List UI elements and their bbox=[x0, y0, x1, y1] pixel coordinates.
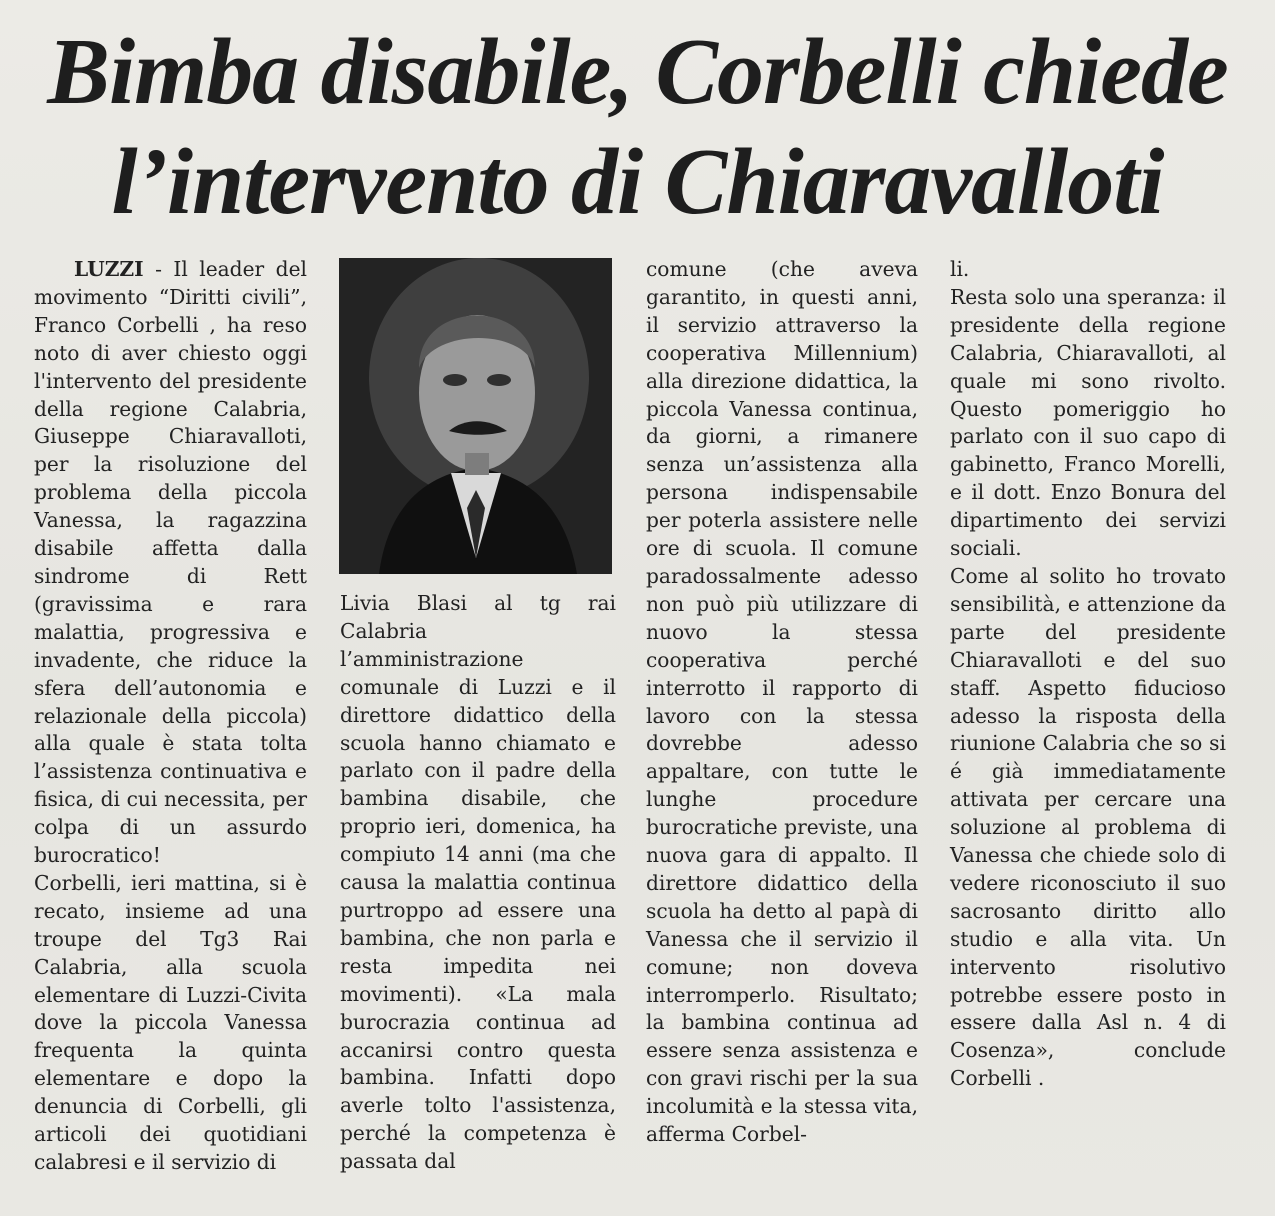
article-paragraph: Livia Blasi al tg rai Calabria l’amministrazione comunale di Luzzi e il direttore didattico della scuola hanno chiamato e parlato con il padre della bambina disabile, che proprio ieri, domenica, ha compiuto 14 anni (ma che causa la malattia continua purtroppo ad essere una bambina, che non parla e resta impedita nei movimenti). «La mala burocrazia continua ad accanirsi contro questa bambina. Infatti dopo averle tolto l'assistenza, perché la competenza è passata dal bbox=[340, 591, 616, 1174]
article-column-4 bbox=[950, 256, 1226, 1093]
headline-line-2: l’intervento di Chiaravalloti bbox=[111, 130, 1164, 234]
article-paragraph: li. bbox=[950, 257, 970, 281]
article-column-2 bbox=[340, 590, 616, 1176]
article-column-3 bbox=[646, 256, 918, 1149]
headline-line-1: Bimba disabile, Corbelli chiede bbox=[47, 20, 1228, 124]
article-lead-paragraph bbox=[34, 256, 307, 870]
article-column-1 bbox=[34, 256, 307, 1177]
article-paragraph: Resta solo una speranza: il presidente della regione Calabria, Chiaravalloti, al quale mi sono rivolto. Questo pomeriggio ho parlato con il suo capo di gabinetto, Franco Morelli, e il dott. Enzo Bonura del dipartimento dei servizi sociali. bbox=[950, 284, 1226, 561]
article-paragraph: Corbelli, ieri mattina, si è recato, insieme ad una troupe del Tg3 Rai Calabria, alla scuola elementare di Luzzi-Civita dove la piccola Vanessa frequenta la quinta elementare e dopo la denuncia di Corbelli, gli articoli dei quotidiani calabresi e il servizio di bbox=[34, 870, 307, 1174]
article-paragraph: comune (che aveva garantito, in questi anni, il servizio attraverso la cooperativa Millennium) alla direzione didattica, la piccola Vanessa continua, da giorni, a rimanere senza un’assistenza alla persona indispensabile per poterla assistere nelle ore di scuola. Il comune paradossalmente adesso non può più utilizzare di nuovo la stessa cooperativa perché interrotto il rapporto di lavoro con la stessa dovrebbe adesso appaltare, con tutte le lunghe procedure burocratiche previste, una nuova gara di appalto. Il direttore didattico della scuola ha detto al papà di Vanessa che il servizio il comune; non doveva interromperlo. Risultato; la bambina continua ad essere senza assistenza e con gravi rischi per la sua incolumità e la stessa vita, afferma Corbel- bbox=[646, 257, 918, 1147]
dateline: LUZZI bbox=[74, 257, 144, 281]
article-paragraph: Come al solito ho trovato sensibilità, e attenzione da parte del presidente Chiaravalloti e del suo staff. Aspetto fiducioso adesso la risposta della riunione Calabria che so si é già immediatamente attivata per cercare una soluzione al problema di Vanessa che chiede solo di vedere riconosciuto il suo sacrosanto diritto allo studio e alla vita. Un intervento risolutivo potrebbe essere posto in essere dalla Asl n. 4 di Cosenza», conclude Corbelli . bbox=[950, 563, 1226, 1091]
lead-text: - Il leader del movimento “Diritti civili”, Franco Corbelli , ha reso noto di aver chiesto oggi l'intervento del presidente della regione Calabria, Giuseppe Chiaravalloti, per la risoluzione del problema della piccola Vanessa, la ragazzina disabile affetta dalla sindrome di Rett (gravissima e rara malattia, progressiva e invadente, che riduce la sfera dell’autonomia e relazionale della piccola) alla quale è stata tolta l’assistenza continuativa e fisica, di cui necessita, per colpa di un assurdo burocratico! bbox=[34, 257, 307, 868]
portrait-photo-icon bbox=[339, 258, 612, 574]
